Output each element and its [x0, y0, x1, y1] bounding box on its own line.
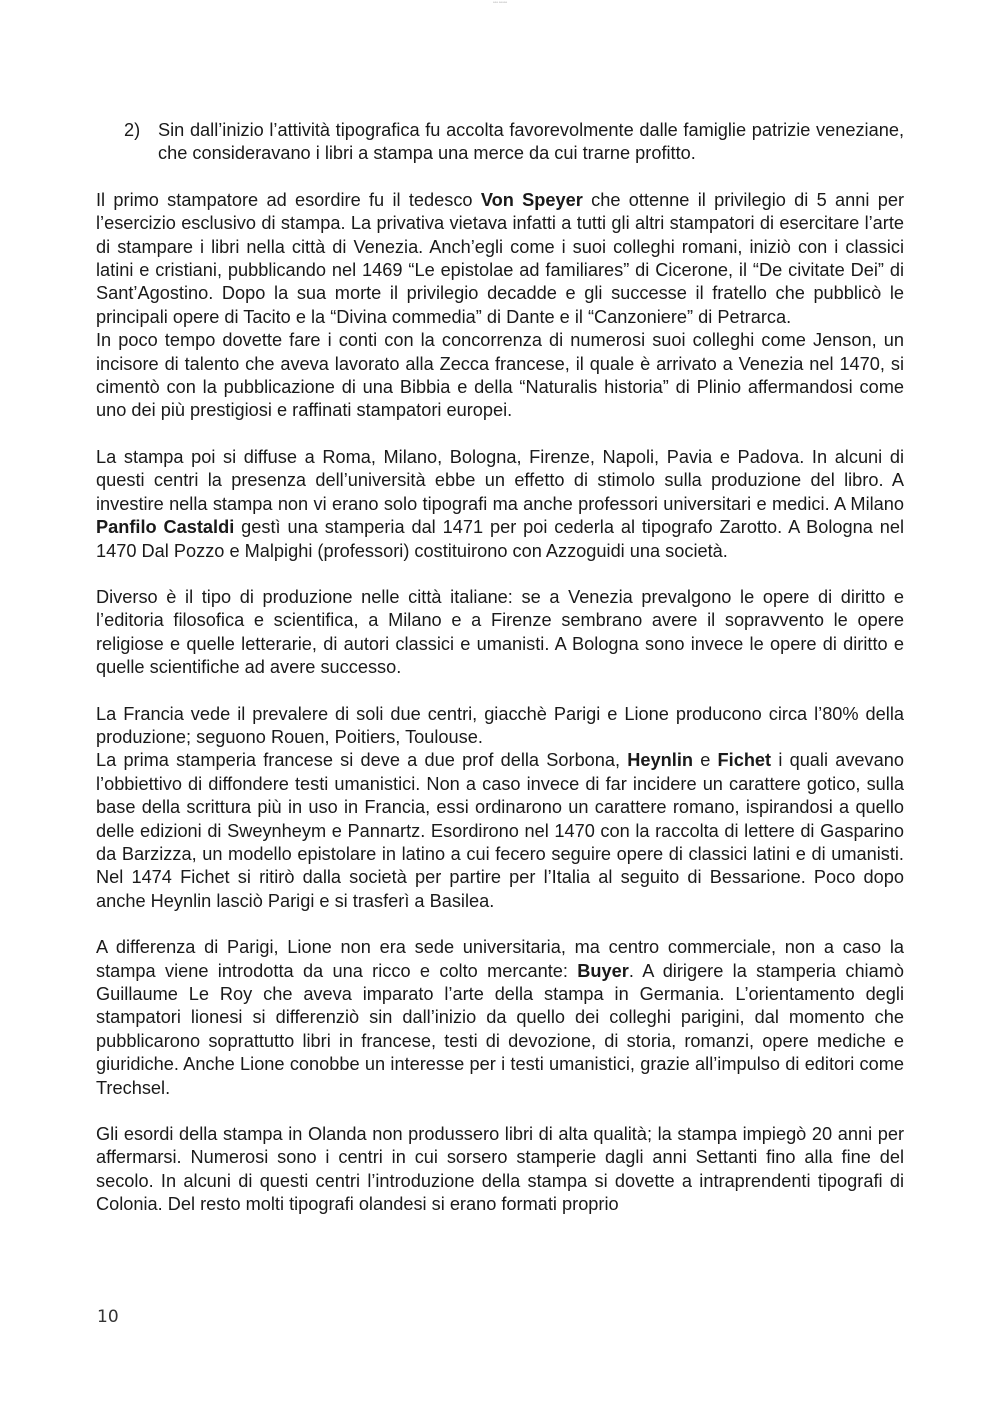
bold-name: Panfilo Castaldi [96, 517, 235, 538]
text-run: La stampa poi si diffuse a Roma, Milano, Bologna, Firenze, Napoli, Pavia e Padova. In alcuni di questi centri la presenza dell’università ebbe un effetto di stimolo sulla produzione del libro. A investire nella stampa non vi erano solo tipografi ma anche professori universitari e medici. A Milano [96, 446, 904, 514]
text-run: La prima stamperia francese si deve a due prof della Sorbona, [96, 750, 628, 771]
list-item [124, 119, 904, 166]
text-run: i quali avevano l’obbiettivo di diffondere testi umanistici. Non a caso invece di far incidere un carattere gotico, sulla base della scrittura più in uso in Francia, essi ordinarono un carattere romano, ispirandosi a quello delle edizioni di Sweynheym e Pannartz. Esordirono nel 1470 con la raccolta di lettere di Gasparino da Barzizza, un modello epistolare in latino a cui fecero seguire opere di classici latini e di umanisti. Nel 1474 Fichet si ritirò dalla società per partire per l’Italia al seguito di Bessarione. Poco dopo anche Heynlin lasciò Parigi e si trasferì a Basilea. [96, 750, 904, 911]
paragraph-jenson: In poco tempo dovette fare i conti con la concorrenza di numerosi suoi colleghi come Jenson, un incisore di talento che aveva lavorato alla Zecca francese, il quale è arrivato a Venezia nel 1470, si cimentò con la pubblicazione di una Bibbia e della “Naturalis historia” di Plinio affermandosi come uno dei più prestigiosi e raffinati stampatori europei. [96, 330, 904, 421]
paragraph-von-speyer [96, 189, 904, 329]
body-text [96, 119, 904, 1217]
header-mark: aaa aaaaa [492, 0, 508, 4]
paragraph-france: La Francia vede il prevalere di soli due centri, giacchè Parigi e Lione producono circa l’80% della produzione; seguono Rouen, Poitiers, Toulouse. [96, 703, 904, 747]
bold-name: Heynlin [627, 750, 693, 771]
page-number: 10 [97, 1307, 119, 1327]
paragraph-production-types: Diverso è il tipo di produzione nelle città italiane: se a Venezia prevalgono le opere di diritto e l’editoria filosofica e scientifica, a Milano e a Firenze sembrano avere il sopravvento le opere religiose e quelle letterarie, di autori classici e umanisti. A Bologna sono invece le opere di diritto e quelle scientifiche ad avere successo. [96, 586, 904, 678]
list-marker: 2) [124, 120, 141, 140]
text-run: . A dirigere la stamperia chiamò Guillaume Le Roy che aveva imparato l’arte della stampa in Germania. L’orientamento degli stampatori lionesi si differenziò sin dall’inizio da quello dei colleghi parigini, dal momento che pubblicarono soprattutto libri in francese, testi di devozione, di storia, romanzi, opere mediche e giuridiche. Anche Lione conobbe un interesse per i testi umanistici, grazie all’impulso di editori come Trechsel. [96, 960, 904, 1098]
paragraph-lione [96, 936, 904, 1100]
text-run: e [693, 750, 718, 771]
paragraph-sorbona [96, 749, 904, 913]
text-run: Il primo stampatore ad esordire fu il tedesco [96, 189, 481, 210]
list-text: Sin dall’inizio l’attività tipografica fu accolta favorevolmente dalle famiglie patrizie veneziane, che consideravano i libri a stampa una merce da cui trarne profitto. [158, 120, 904, 164]
bold-name: Von Speyer [480, 189, 583, 210]
bold-name: Buyer [577, 960, 629, 981]
bold-name: Fichet [717, 750, 772, 771]
paragraph-olanda: Gli esordi della stampa in Olanda non produssero libri di alta qualità; la stampa impiegò 20 anni per affermarsi. Numerosi sono i centri in cui sorsero stamperie dagli anni Settanti fino alla fine del secolo. In alcuni di questi centri l’introduzione della stampa si dovette a intraprendenti tipografi di Colonia. Del resto molti tipografi olandesi si erano formati proprio [96, 1124, 904, 1215]
text-run: che ottenne il privilegio di 5 anni per l’esercizio esclusivo di stampa. La privativa vietava infatti a tutti gli altri stampatori di esercitare l’arte di stampare i libri nella città di Venezia. Anch’egli come i suoi colleghi romani, iniziò con i classici latini e cristiani, pubblicando nel 1469 “Le epistolae ad familiares” di Cicerone, il “De civitate Dei” di Sant’Agostino. Dopo la sua morte il privilegio decadde e gli successe il fratello che pubblicò le principali opere di Tacito e la “Divina commedia” di Dante e il “Canzoniere” di Petrarca. [96, 189, 905, 327]
paragraph-italian-cities [96, 446, 904, 563]
text-run: A differenza di Parigi, Lione non era sede universitaria, ma centro commerciale, non a caso la stampa viene introdotta da una ricco e colto mercante: [96, 937, 904, 981]
text-run: gestì una stamperia dal 1471 per poi cederla al tipografo Zarotto. A Bologna nel 1470 Dal Pozzo e Malpighi (professori) costituirono con Azzoguidi una società. [96, 517, 905, 561]
